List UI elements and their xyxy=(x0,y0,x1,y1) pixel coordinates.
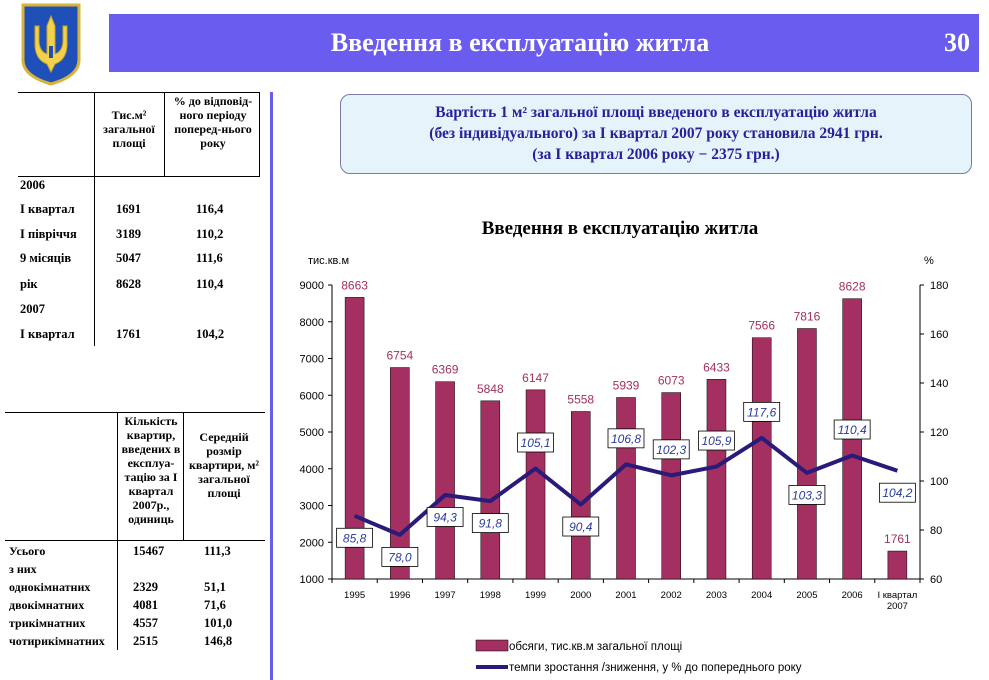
table1-row-area: 8628 xyxy=(116,277,141,291)
legend-line-label: темпи зростання /зниження, у % до попереднього року xyxy=(509,662,802,674)
table1-row-percent: 104,2 xyxy=(196,327,225,341)
chart-title: Введення в експлуатацію житла xyxy=(481,218,759,239)
table2-header-count: Кількість квартир, введених в експлуа-тацію за І квартал 2007р., одиниць xyxy=(121,414,181,526)
y-tick-label-left: 7000 xyxy=(299,353,324,366)
line-value-label: 94,3 xyxy=(433,510,457,525)
table2-row-count: 4081 xyxy=(133,598,158,612)
y-tick-label-left: 9000 xyxy=(299,280,324,292)
bar-value-label: 6073 xyxy=(657,373,685,388)
bar-value-label: 6369 xyxy=(431,362,459,377)
table2 xyxy=(5,412,265,650)
table1-row-label: 2007 xyxy=(20,302,45,316)
legend-bar-label: обсяги, тис.кв.м загальної площі xyxy=(509,641,683,653)
bar-value-label: 6147 xyxy=(522,370,549,385)
y-tick-label-left: 1000 xyxy=(299,574,324,586)
bar-value-label: 5939 xyxy=(612,378,640,393)
table2-row-label: з них xyxy=(9,562,37,576)
table1-row-percent: 116,4 xyxy=(196,202,224,216)
y-tick-label-left: 2000 xyxy=(299,537,324,550)
x-tick-label: 1996 xyxy=(389,590,411,601)
bar xyxy=(526,390,545,579)
bar-value-label: 7566 xyxy=(748,318,776,333)
x-tick-label: 2006 xyxy=(841,590,863,601)
line-value-label: 106,8 xyxy=(610,431,642,446)
bar xyxy=(888,551,907,579)
y-tick-label-left: 5000 xyxy=(299,427,324,439)
coat-of-arms-logo xyxy=(20,2,82,86)
bar xyxy=(436,382,455,579)
chart xyxy=(280,240,980,680)
y-tick-label-right: 140 xyxy=(930,378,949,390)
line-value-label: 102,3 xyxy=(656,442,687,457)
x-tick-label: 1999 xyxy=(524,590,547,601)
table2-row-label: Усього xyxy=(9,544,46,558)
x-tick-label: 2004 xyxy=(751,590,773,601)
table1-row-label: 2006 xyxy=(20,178,45,192)
line-value-label: 90,4 xyxy=(569,520,593,535)
table1-row-label: І квартал xyxy=(20,327,75,341)
table1-row-label: рік xyxy=(20,277,38,291)
line-value-label: 91,8 xyxy=(478,516,502,531)
table2-row-avg: 111,3 xyxy=(204,544,231,558)
bar-value-label: 5848 xyxy=(476,381,504,396)
note-line-2: (без індивідуального) за І квартал 2007 року становила 2941 грн. xyxy=(429,125,883,142)
y-tick-label-left: 6000 xyxy=(299,390,324,403)
table2-row-count: 15467 xyxy=(133,544,165,558)
line-value-label: 117,6 xyxy=(747,405,777,420)
x-tick-label: І квартал xyxy=(877,590,918,601)
bar-value-label: 6754 xyxy=(386,348,414,363)
bar-value-label: 8663 xyxy=(341,278,368,293)
y-tick-label-right: 60 xyxy=(930,574,943,586)
table1-row-label: 9 місяців xyxy=(20,251,72,265)
bar-value-label: 8628 xyxy=(838,279,866,294)
table1-row-area: 5047 xyxy=(116,251,141,265)
table1-header-area: Тис.м² загальної площі xyxy=(103,108,155,150)
table2-row-avg: 71,6 xyxy=(204,598,226,612)
y-axis-right-label: % xyxy=(924,255,934,267)
bar xyxy=(481,401,500,579)
bar xyxy=(707,379,726,579)
table2-row-count: 2329 xyxy=(133,580,158,594)
line-value-label: 85,8 xyxy=(342,531,367,546)
table1-row-area: 1691 xyxy=(116,202,141,216)
table1-row-label: І півріччя xyxy=(20,227,77,241)
line-value-label: 105,1 xyxy=(520,436,551,451)
x-tick-label: 1997 xyxy=(434,590,456,601)
table2-header-avg-size: Середній розмір квартири, м² загальної площі xyxy=(188,430,260,500)
y-tick-label-right: 80 xyxy=(930,525,943,537)
x-tick-label: 1995 xyxy=(344,590,366,601)
line-value-label: 110,4 xyxy=(837,423,867,438)
y-axis-left-label: тис.кв.м xyxy=(308,255,350,267)
table2-row-avg: 146,8 xyxy=(204,634,233,648)
table2-row-label: чотирикімнатних xyxy=(9,634,105,648)
bar xyxy=(617,397,636,579)
x-tick-label: 2000 xyxy=(570,590,592,601)
line-value-label: 105,9 xyxy=(701,434,732,449)
table2-row-avg: 101,0 xyxy=(204,616,233,630)
table1-header-percent: % до відповід-ного періоду поперед-нього року xyxy=(173,94,253,150)
table2-row-avg: 51,1 xyxy=(204,580,226,594)
table1 xyxy=(18,92,260,346)
table1-row-area: 3189 xyxy=(116,227,141,241)
bar xyxy=(752,338,771,579)
y-tick-label-left: 4000 xyxy=(299,463,324,476)
table1-row-percent: 110,2 xyxy=(196,227,224,241)
y-tick-label-left: 3000 xyxy=(299,500,324,513)
line-value-label: 104,2 xyxy=(882,486,913,501)
vertical-divider xyxy=(270,92,273,680)
y-tick-label-right: 100 xyxy=(930,476,949,488)
table2-row-label: двокімнатних xyxy=(9,598,85,612)
table1-row-percent: 110,4 xyxy=(196,277,224,291)
table2-row-count: 2515 xyxy=(133,634,158,648)
x-tick-label: 2003 xyxy=(705,590,728,601)
x-tick-label: 2007 xyxy=(886,601,908,612)
y-tick-label-right: 160 xyxy=(930,329,949,341)
line-value-label: 78,0 xyxy=(388,550,412,565)
x-tick-label: 1998 xyxy=(479,590,501,601)
bar-value-label: 5558 xyxy=(567,392,595,407)
y-tick-label-right: 120 xyxy=(930,427,949,439)
page-number: 30 xyxy=(944,28,970,57)
bar xyxy=(662,393,681,579)
table2-row-count: 4557 xyxy=(133,616,158,630)
table2-row-label: однокімнатних xyxy=(9,580,91,594)
page-title: Введення в експлуатацію житла xyxy=(330,28,710,57)
bar xyxy=(571,411,590,579)
table1-row-area: 1761 xyxy=(116,327,141,341)
line-value-label: 103,3 xyxy=(791,488,822,503)
note-line-1: Вартість 1 м² загальної площі введеного в експлуатацію житла xyxy=(435,104,877,121)
bar-value-label: 7816 xyxy=(793,309,821,324)
x-tick-label: 2001 xyxy=(615,590,637,601)
bar-value-label: 6433 xyxy=(703,360,730,375)
legend-bar-swatch xyxy=(476,640,508,651)
bar xyxy=(797,329,816,579)
y-tick-label-right: 180 xyxy=(930,280,949,292)
x-tick-label: 2002 xyxy=(660,590,682,601)
x-tick-label: 2005 xyxy=(796,590,818,601)
table2-row-label: трикімнатних xyxy=(9,616,86,630)
bar-value-label: 1761 xyxy=(884,532,911,547)
table1-row-label: І квартал xyxy=(20,202,75,216)
table1-row-percent: 111,6 xyxy=(196,251,223,265)
note-line-3: (за І квартал 2006 року − 2375 грн.) xyxy=(532,146,780,163)
y-tick-label-left: 8000 xyxy=(299,316,324,329)
